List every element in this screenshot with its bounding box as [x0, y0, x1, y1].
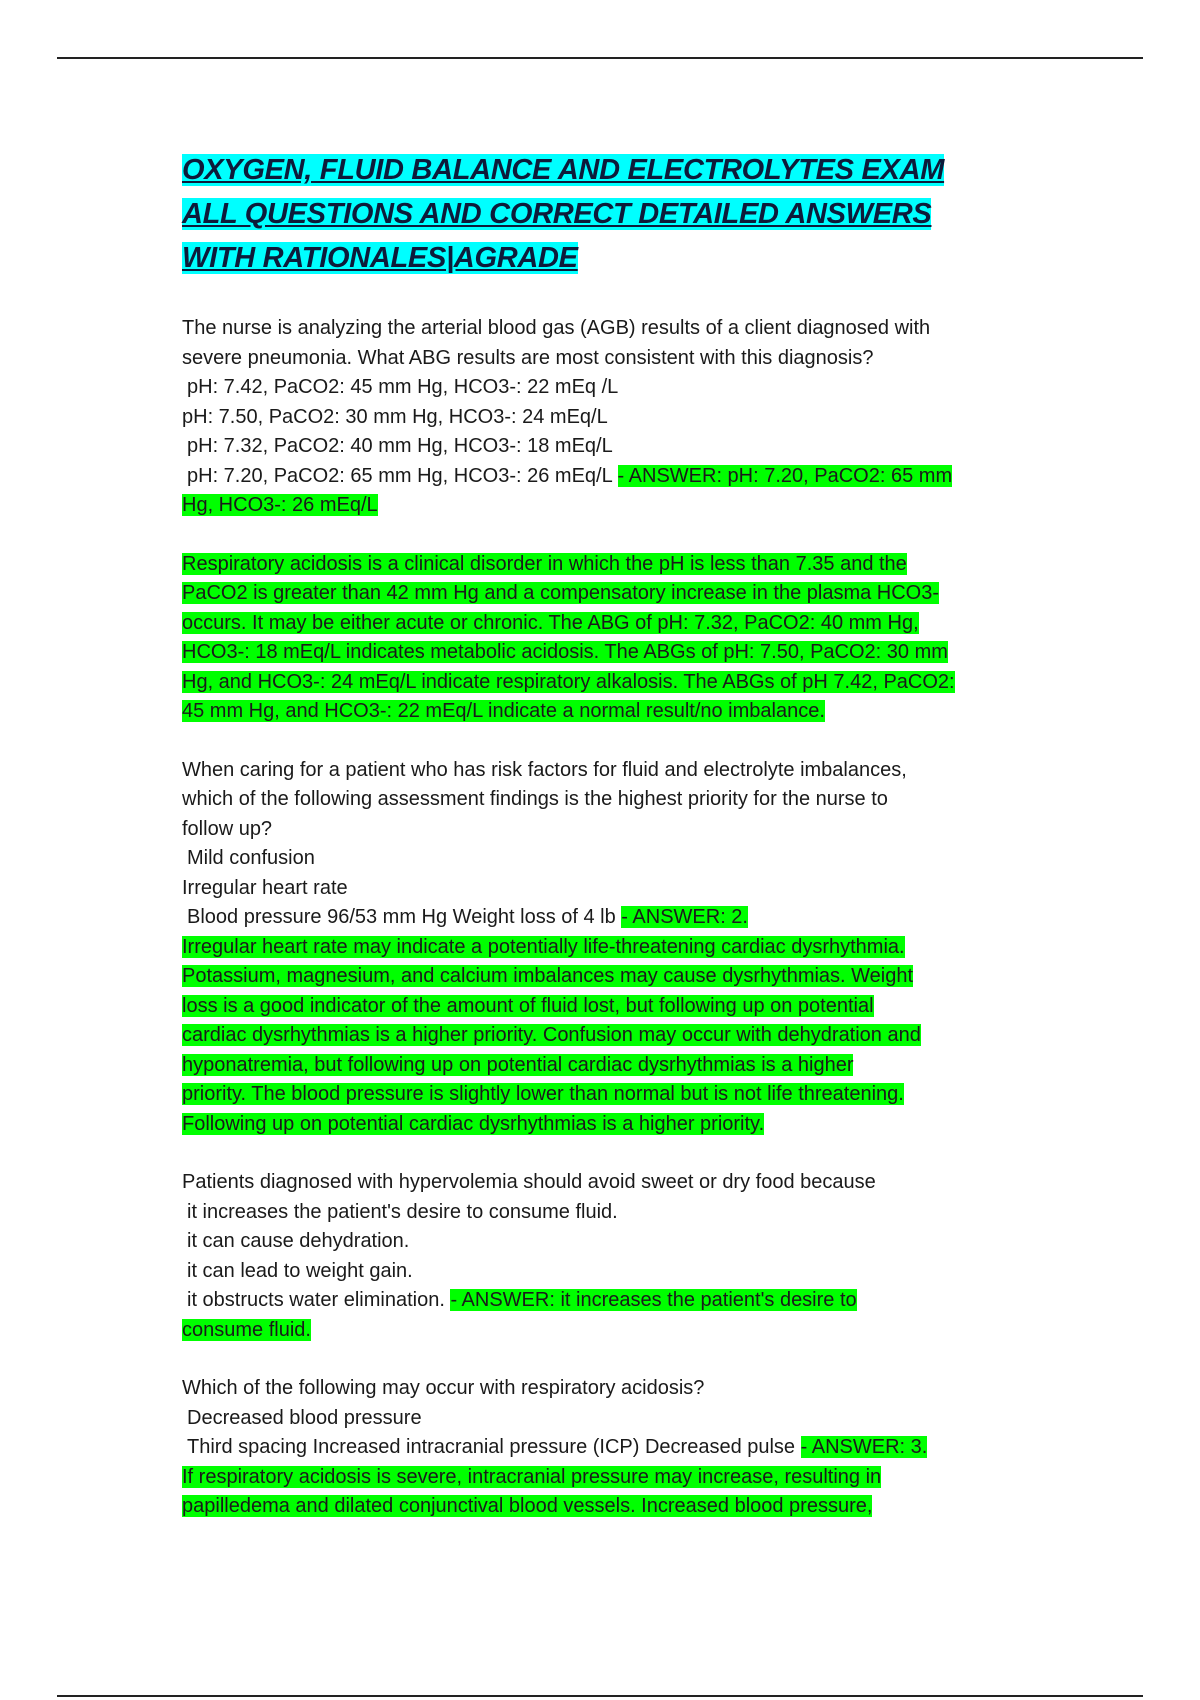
rationale-line [182, 1492, 1032, 1522]
answer-option: pH: 7.50, PaCO2: 30 mm Hg, HCO3-: 24 mEq/L [182, 405, 608, 428]
rationale-text: hyponatremia, but following up on potential cardiac dysrhythmias is a higher [182, 1053, 854, 1076]
question-stem: severe pneumonia. What ABG results are most consistent with this diagnosis? [182, 346, 874, 369]
rationale-text: PaCO2 is greater than 42 mm Hg and a compensatory increase in the plasma HCO3- [182, 582, 940, 604]
correct-answer: - ANSWER: pH: 7.20, PaCO2: 65 mm [617, 464, 953, 487]
correct-answer: consume fluid. [182, 1318, 311, 1341]
rationale-line [182, 1110, 1032, 1140]
answer-option: Third spacing Increased intracranial pressure (ICP) Decreased pulse [187, 1436, 801, 1458]
rationale-line [182, 550, 1032, 580]
rationale-line [182, 933, 1032, 963]
question-3 [182, 1168, 1032, 1345]
answer-option: it can lead to weight gain. [187, 1259, 413, 1282]
rationale-line [182, 638, 1032, 668]
answer-option: pH: 7.20, PaCO2: 65 mm Hg, HCO3-: 26 mEq/L [187, 464, 618, 487]
rationale-text: If respiratory acidosis is severe, intracranial pressure may increase, resulting in [182, 1465, 882, 1488]
answer-option: pH: 7.42, PaCO2: 45 mm Hg, HCO3-: 22 mEq /L [187, 376, 619, 398]
rationale-line [182, 992, 1032, 1022]
rationale-text: Hg, and HCO3-: 24 mEq/L indicate respiratory alkalosis. The ABGs of pH 7.42, PaCO2: [182, 670, 955, 693]
correct-answer: - ANSWER: it increases the patient's desire to [450, 1289, 857, 1311]
rationale-line [182, 579, 1032, 609]
answer-option-with-answer [182, 903, 1032, 933]
rationale-line [182, 962, 1032, 992]
answer-option: Decreased blood pressure [187, 1406, 422, 1429]
question-stem: Which of the following may occur with respiratory acidosis? [182, 1377, 705, 1399]
footer-rule [57, 1695, 1143, 1697]
answer-option-with-answer [182, 462, 1032, 492]
rationale-text: HCO3-: 18 mEq/L indicates metabolic acidosis. The ABGs of pH: 7.50, PaCO2: 30 mm [182, 641, 948, 663]
rationale-line [182, 668, 1032, 698]
rationale-line [182, 1080, 1032, 1110]
title-line: WITH RATIONALES|AGRADE [182, 242, 578, 274]
rationale-line [182, 1463, 1032, 1493]
rationale-line [182, 1021, 1032, 1051]
rationale-line [182, 609, 1032, 639]
rationale-text: loss is a good indicator of the amount of fluid lost, but following up on potential [182, 994, 874, 1017]
rationale-text: Irregular heart rate may indicate a potentially life-threatening cardiac dysrhythmia. [182, 935, 905, 958]
question-stem: Patients diagnosed with hypervolemia should avoid sweet or dry food because [182, 1171, 876, 1193]
rationale-line [182, 1051, 1032, 1081]
answer-option-with-answer [182, 1433, 1032, 1463]
correct-answer: - ANSWER: 3. [800, 1436, 928, 1458]
title-line: OXYGEN, FLUID BALANCE AND ELECTROLYTES EXAM [182, 154, 945, 186]
question-stem: follow up? [182, 817, 273, 840]
answer-option: it obstructs water elimination. [187, 1289, 451, 1311]
rationale-text: occurs. It may be either acute or chronic. The ABG of pH: 7.32, PaCO2: 40 mm Hg, [182, 611, 919, 634]
rationale-text: papilledema and dilated conjunctival blood vessels. Increased blood pressure, [182, 1495, 873, 1517]
answer-continuation [182, 491, 1032, 521]
answer-option: Mild confusion [187, 847, 315, 869]
correct-answer: - ANSWER: 2. [621, 906, 748, 928]
rationale-text: Respiratory acidosis is a clinical disorder in which the pH is less than 7.35 and the [182, 552, 907, 575]
answer-option: Blood pressure 96/53 mm Hg Weight loss of 4 lb [187, 906, 622, 928]
answer-option-with-answer [182, 1286, 1032, 1316]
correct-answer: Hg, HCO3-: 26 mEq/L [182, 494, 378, 516]
question-stem: which of the following assessment findings is the highest priority for the nurse to [182, 788, 888, 810]
rationale-text: Following up on potential cardiac dysrhythmias is a higher priority. [182, 1112, 765, 1135]
title-line: ALL QUESTIONS AND CORRECT DETAILED ANSWERS [182, 198, 932, 230]
answer-option: pH: 7.32, PaCO2: 40 mm Hg, HCO3-: 18 mEq/L [187, 435, 613, 457]
document-title [182, 148, 1032, 280]
question-2 [182, 756, 1032, 1140]
rationale-line [182, 697, 1032, 727]
answer-continuation [182, 1316, 1032, 1346]
question-4 [182, 1374, 1032, 1522]
rationale-text: Potassium, magnesium, and calcium imbalances may cause dysrhythmias. Weight [182, 965, 914, 987]
document-body [182, 148, 1032, 1551]
rationale-1 [182, 550, 1032, 727]
header-rule [57, 57, 1143, 59]
question-stem: The nurse is analyzing the arterial blood gas (AGB) results of a client diagnosed with [182, 317, 931, 339]
question-1 [182, 314, 1032, 521]
rationale-text: 45 mm Hg, and HCO3-: 22 mEq/L indicate a normal result/no imbalance. [182, 700, 825, 722]
rationale-text: priority. The blood pressure is slightly lower than normal but is not life threatening. [182, 1083, 904, 1105]
answer-option: Irregular heart rate [182, 876, 348, 899]
rationale-text: cardiac dysrhythmias is a higher priority. Confusion may occur with dehydration and [182, 1024, 921, 1046]
answer-option: it can cause dehydration. [187, 1230, 410, 1252]
answer-option: it increases the patient's desire to consume fluid. [187, 1200, 618, 1223]
question-stem: When caring for a patient who has risk factors for fluid and electrolyte imbalances, [182, 758, 907, 781]
